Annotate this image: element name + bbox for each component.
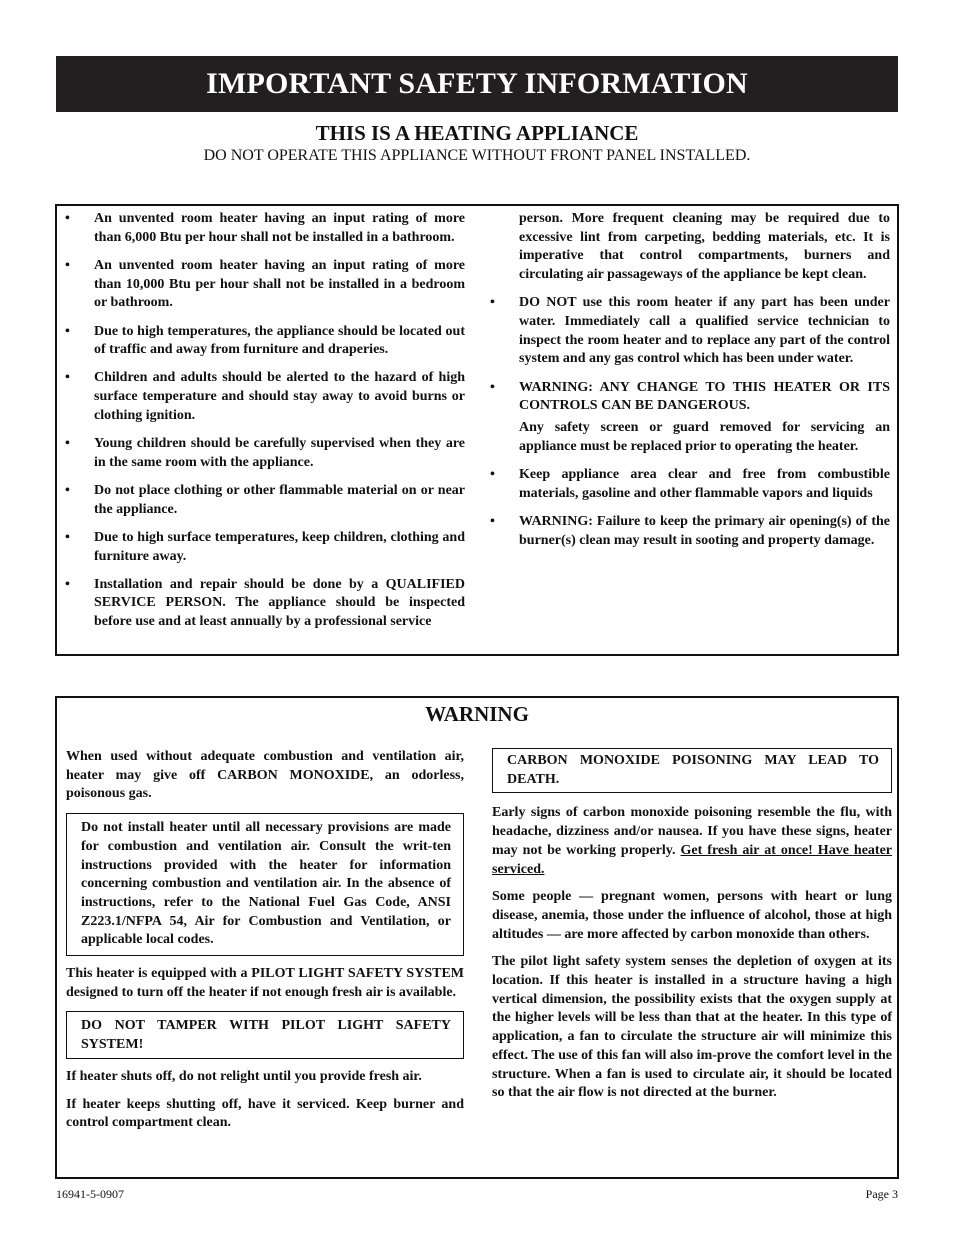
safety-item: • Keep appliance area clear and free from combustible materials, gasoline and other flammable vapors and liquids xyxy=(490,466,890,503)
page-number: Page 3 xyxy=(865,1187,898,1201)
document-code: 16941-5-0907 xyxy=(56,1187,124,1201)
safety-item: • Do not place clothing or other flammable material on or near the appliance. xyxy=(65,482,465,519)
warning-paragraph: This heater is equipped with a PILOT LIGHT SAFETY SYSTEM designed to turn off the heater if not enough fresh air is available. xyxy=(66,966,464,1000)
warning-paragraph: If heater shuts off, do not relight until you provide fresh air. xyxy=(66,1068,422,1084)
warning-paragraph xyxy=(492,804,892,879)
warning-right-column xyxy=(492,748,892,1112)
warning-left-column xyxy=(66,748,464,1142)
warning-paragraph: The pilot light safety system senses the depletion of oxygen at its location. If this heater is installed in a structure having a high vertical dimension, the possibility exists that the oxygen supply at the higher levels will be less than that at the heater. In this type of application, a fan to circulate the structure air will minimize this effect. The use of this fan will also im-prove the comfort level in the structure. When a fan is used to circulate air, it should be located so that the air flow is not directed at the burner. xyxy=(492,954,892,1101)
safety-item: • DO NOT use this room heater if any part has been under water. Immediately call a qualified service technician to inspect the room heater and to replace any part of the control system and any gas control which has been under water. xyxy=(490,294,890,369)
safety-item-warning xyxy=(490,379,890,457)
warning-paragraph: If heater keeps shutting off, have it serviced. Keep burner and control compartment clean. xyxy=(66,1096,464,1131)
safety-item: • Young children should be carefully supervised when they are in the same room with the appliance. xyxy=(65,435,465,472)
warning-change-text: WARNING: ANY CHANGE TO THIS HEATER OR ITS CONTROLS CAN BE DANGEROUS. xyxy=(519,379,890,414)
warning-box xyxy=(55,696,899,1179)
safety-right-column xyxy=(490,210,890,560)
safety-item-continuation: person. More frequent cleaning may be required due to excessive lint from carpeting, bedding materials, etc. It is imperative that control compartments, burners and circulating air passageways of the appliance be kept clean. xyxy=(519,211,890,283)
warning-paragraph: Some people — pregnant women, persons with heart or lung disease, anemia, those under the influence of alcohol, those at high altitudes — are more affected by carbon monoxide than others. xyxy=(492,889,892,942)
combustion-air-notice: Do not install heater until all necessary provisions are made for combustion and ventilation air. Consult the writ-ten instructions provided with the heater for information concerning combustion and ventilation air. In the absence of instructions, refer to the National Fuel Gas Code, ANSI Z223.1/NFPA 54, Air for Combustion and Ventilation, or applicable local codes. xyxy=(66,813,464,956)
fresh-air-instruction: Get fresh air at once! Have heater serviced. xyxy=(492,842,893,877)
safety-item: • Installation and repair should be done by a QUALIFIED SERVICE PERSON. The appliance should be inspected before use and at least annually by a professional service xyxy=(65,576,465,632)
warning-paragraph: When used without adequate combustion and ventilation air, heater may give off CARBON MONOXIDE, an odorless, poisonous gas. xyxy=(66,749,464,802)
co-danger-notice: CARBON MONOXIDE POISONING MAY LEAD TO DEATH. xyxy=(492,748,892,793)
warning-title: WARNING xyxy=(425,702,529,726)
safety-item: • Children and adults should be alerted to the hazard of high surface temperature and should stay away to avoid burns or clothing ignition. xyxy=(65,369,465,425)
safety-screen-note: Any safety screen or guard removed for servicing an appliance must be replaced prior to operating the heater. xyxy=(519,420,890,454)
safety-item: • WARNING: Failure to keep the primary air opening(s) of the burner(s) clean may result in sooting and property damage. xyxy=(490,513,890,550)
safety-item: • Due to high temperatures, the appliance should be located out of traffic and away from furniture and draperies. xyxy=(65,323,465,360)
front-panel-note: DO NOT OPERATE THIS APPLIANCE WITHOUT FRONT PANEL INSTALLED. xyxy=(203,147,751,164)
safety-item: • An unvented room heater having an input rating of more than 10,000 Btu per hour shall not be installed in a bedroom or bathroom. xyxy=(65,257,465,313)
co-symptoms-text: Early signs of carbon monoxide poisoning resemble the flu, with headache, dizziness and/or nausea. If you have these signs, heater may not be working properly. xyxy=(492,805,892,858)
tamper-notice: DO NOT TAMPER WITH PILOT LIGHT SAFETY SYSTEM! xyxy=(66,1011,464,1058)
section-subtitle: THIS IS A HEATING APPLIANCE xyxy=(315,121,639,145)
safety-list-box xyxy=(55,204,899,656)
safety-item: • Due to high surface temperatures, keep children, clothing and furniture away. xyxy=(65,529,465,566)
page-banner: IMPORTANT SAFETY INFORMATION xyxy=(56,56,898,112)
safety-left-column xyxy=(65,210,465,641)
safety-item: • An unvented room heater having an input rating of more than 6,000 Btu per hour shall not be installed in a bathroom. xyxy=(65,210,465,247)
